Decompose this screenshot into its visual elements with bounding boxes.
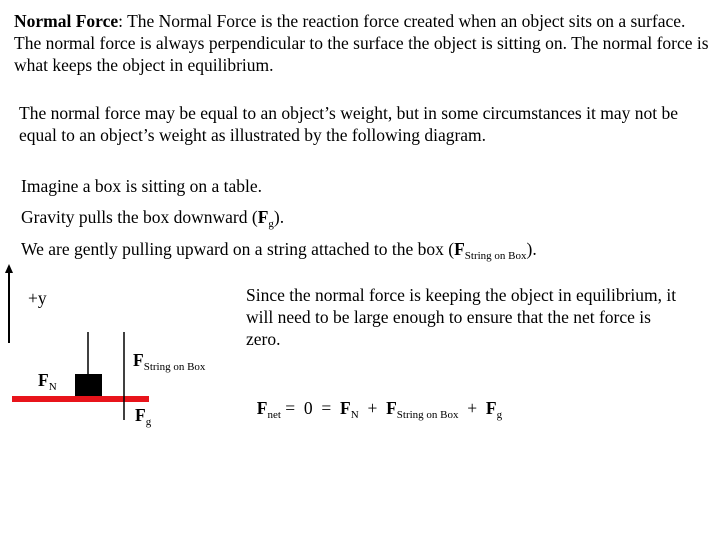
gravity-force-label: $F_g$ <box>135 405 152 428</box>
string-force-label: $F_{String on Box}$ <box>133 350 206 373</box>
box <box>75 374 102 396</box>
string-line: We are gently pulling upward on a string attached to the box $(F_{String on Box})$. <box>21 239 537 262</box>
string-force-symbol: F <box>454 239 465 259</box>
gravity-line: Gravity pulls the box downward $(F_g)$. <box>21 207 285 230</box>
intro-colon: : <box>118 11 124 31</box>
gravity-force-symbol: F <box>257 207 269 227</box>
box-on-table-line: Imagine a box is sitting on a table. <box>21 176 263 196</box>
normal-force-label: $F_N$ <box>38 370 57 393</box>
y-axis-label: +y <box>28 288 47 308</box>
weight-paragraph: The normal force may be equal to an object’s weight, but in some circumstances it may not be equal to an object’s weight as illustrated by the following diagram. <box>19 103 678 145</box>
explanation-paragraph: Since the normal force is keeping the object in equilibrium, it will need to be large enough to ensure that the net force is zero. <box>246 285 677 349</box>
y-axis-arrowhead <box>5 264 13 273</box>
net-force-equation: $F_{net} = 0 = F_N + F_{String on Box} + F_g$ <box>256 398 503 421</box>
intro-term: Normal Force <box>14 11 119 31</box>
intro-text: The Normal Force is the reaction force created when an object sits on a surface. The normal force is always perpendicular to the surface the object is sitting on. The normal force is what keeps the object in equilibrium. <box>14 11 709 75</box>
table-surface <box>12 396 149 402</box>
